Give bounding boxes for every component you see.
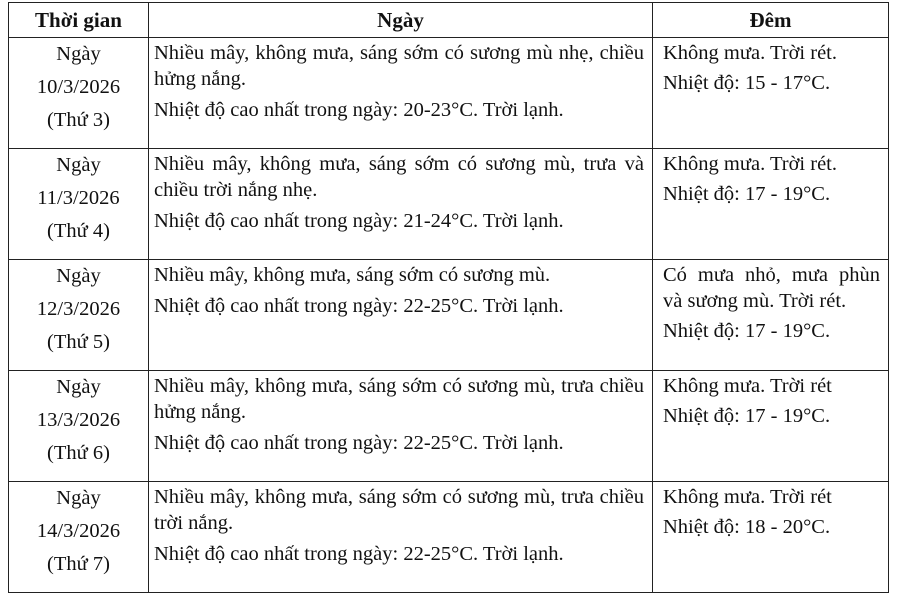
day-temperature: Nhiệt độ cao nhất trong ngày: 20-23°C. Trời lạnh. (154, 99, 564, 121)
day-temperature: Nhiệt độ cao nhất trong ngày: 22-25°C. Trời lạnh. (154, 432, 564, 454)
day-forecast-cell (149, 38, 653, 149)
night-description: Không mưa. Trời rét. (663, 153, 837, 175)
night-temperature: Nhiệt độ: 18 - 20°C. (663, 516, 831, 538)
weekday-label: (Thứ 4) (47, 220, 110, 242)
day-description: Nhiều mây, không mưa, sáng sớm có sương mù, trưa và chiều trời nắng nhẹ. (154, 153, 644, 201)
time-cell (9, 371, 149, 482)
date-label: 12/3/2026 (36, 298, 121, 320)
night-forecast-cell (653, 38, 889, 149)
forecast-row (9, 149, 889, 260)
day-description: Nhiều mây, không mưa, sáng sớm có sương mù nhẹ, chiều hửng nắng. (154, 42, 644, 90)
day-label: Ngày (56, 376, 101, 398)
date-label: 11/3/2026 (37, 187, 120, 209)
date-label: 13/3/2026 (36, 409, 121, 431)
date-label: 10/3/2026 (36, 76, 121, 98)
day-forecast-cell (149, 149, 653, 260)
time-cell (9, 260, 149, 371)
day-label: Ngày (56, 265, 101, 287)
night-temperature: Nhiệt độ: 17 - 19°C. (663, 320, 831, 342)
day-description: Nhiều mây, không mưa, sáng sớm có sương mù, trưa chiều hửng nắng. (154, 375, 644, 423)
day-forecast-cell (149, 371, 653, 482)
weekday-label: (Thứ 5) (47, 331, 110, 353)
night-temperature: Nhiệt độ: 17 - 19°C. (663, 183, 831, 205)
night-description: Không mưa. Trời rét. (663, 42, 837, 64)
day-forecast-cell (149, 482, 653, 593)
day-description: Nhiều mây, không mưa, sáng sớm có sương mù, trưa chiều trời nắng. (154, 486, 644, 534)
header-night: Đêm (653, 3, 889, 38)
header-row (9, 3, 889, 38)
night-forecast-cell (653, 149, 889, 260)
weather-forecast-table (8, 2, 889, 593)
night-forecast-cell (653, 371, 889, 482)
day-description: Nhiều mây, không mưa, sáng sớm có sương mù. (154, 264, 551, 286)
weekday-label: (Thứ 6) (47, 442, 110, 464)
night-description: Không mưa. Trời rét (663, 375, 832, 397)
night-temperature: Nhiệt độ: 17 - 19°C. (663, 405, 831, 427)
time-cell (9, 149, 149, 260)
night-temperature: Nhiệt độ: 15 - 17°C. (663, 72, 831, 94)
night-forecast-cell (653, 482, 889, 593)
time-cell (9, 482, 149, 593)
day-temperature: Nhiệt độ cao nhất trong ngày: 21-24°C. Trời lạnh. (154, 210, 564, 232)
forecast-table-container (8, 2, 889, 593)
weekday-label: (Thứ 3) (47, 109, 110, 131)
night-description: Không mưa. Trời rét (663, 486, 832, 508)
forecast-row (9, 482, 889, 593)
night-forecast-cell (653, 260, 889, 371)
day-temperature: Nhiệt độ cao nhất trong ngày: 22-25°C. Trời lạnh. (154, 295, 564, 317)
date-label: 14/3/2026 (36, 520, 121, 542)
header-day: Ngày (149, 3, 653, 38)
time-cell (9, 38, 149, 149)
weekday-label: (Thứ 7) (47, 553, 110, 575)
forecast-row (9, 38, 889, 149)
day-label: Ngày (56, 43, 101, 65)
day-label: Ngày (56, 154, 101, 176)
day-temperature: Nhiệt độ cao nhất trong ngày: 22-25°C. Trời lạnh. (154, 543, 564, 565)
day-forecast-cell (149, 260, 653, 371)
night-description: Có mưa nhỏ, mưa phùn và sương mù. Trời rét. (663, 264, 880, 312)
forecast-row (9, 371, 889, 482)
day-label: Ngày (56, 487, 101, 509)
forecast-row (9, 260, 889, 371)
header-time: Thời gian (9, 3, 149, 38)
